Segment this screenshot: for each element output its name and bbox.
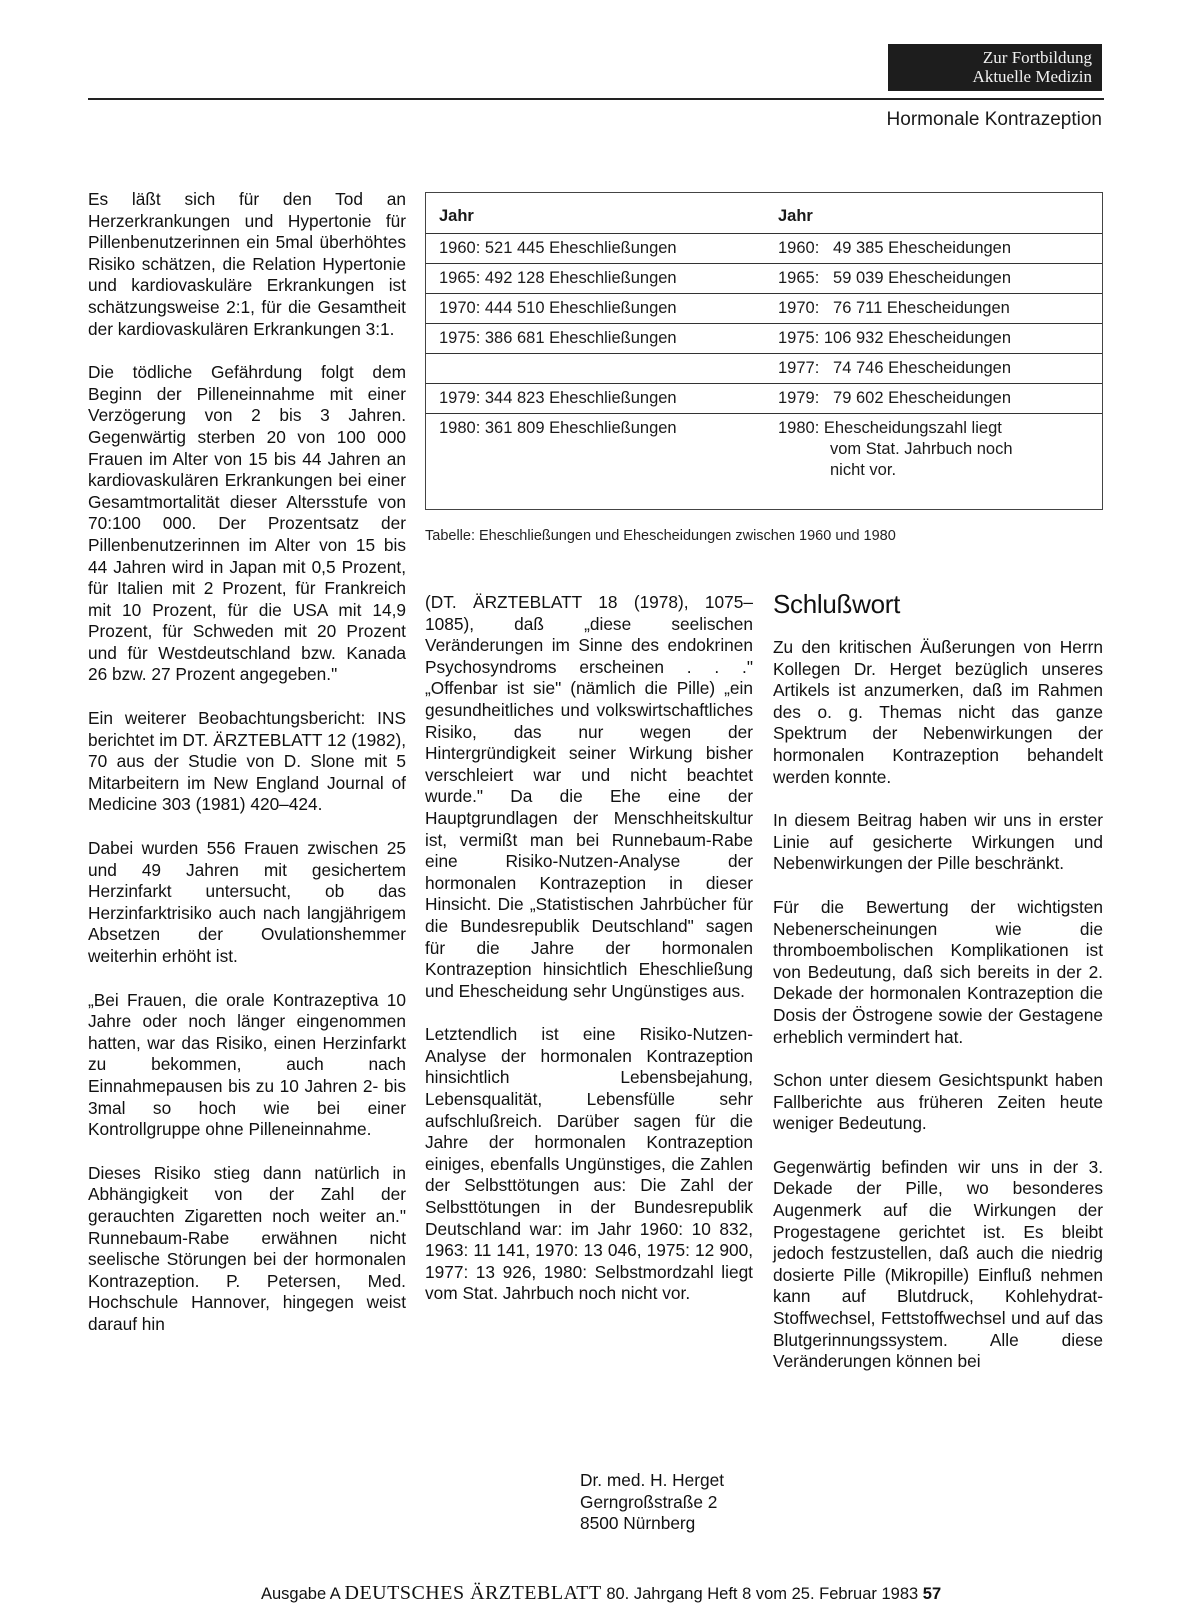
badge-line-2: Aktuelle Medizin [972,67,1092,86]
table-row [425,384,1103,414]
table-row [425,354,1103,384]
table-row [425,324,1103,354]
author-street: Gerngroßstraße 2 [580,1491,718,1512]
column-1 [88,189,406,1358]
table-row [425,414,1103,486]
author-name: Dr. med. H. Herget [580,1470,725,1490]
table-cell: 1979: 79 602 Ehescheidungen [764,384,1103,414]
page-number: 57 [922,1585,942,1603]
author-city: 8500 Nürnberg [580,1513,696,1534]
table-cell [425,354,764,384]
header-rule [88,98,1104,100]
table-caption: Tabelle: Eheschließungen und Ehescheidungen zwischen 1960 und 1980 [425,528,896,544]
paragraph: Es läßt sich für den Tod an Herzerkrankungen und Hypertonie für Pillenbenutzerinnen ein 5mal überhöhtes Risiko schätzen, die Relation Hypertonie und kardiovaskuläre Erkrankungen ist schätzungsweise 2:1, für die Gesamtheit der kardiovaskulären Erkrankungen 3:1. [88,189,406,339]
table-cell: 1975: 386 681 Eheschließungen [425,324,764,354]
table-header-year-right: Jahr [764,192,1103,234]
table-row [425,234,1103,264]
column-3 [773,637,1103,1395]
paragraph: Dieses Risiko stieg dann natürlich in Abhängigkeit von der Zahl der gerauchten Zigaretten noch weiter an." Runnebaum-Rabe erwähnen nicht seelische Störungen bei der hormonalen Kontrazeption. P. Petersen, Med. Hochschule Hannover, hingegen weist darauf hin [88,1162,406,1334]
table-row [425,294,1103,324]
paragraph: Gegenwärtig befinden wir uns in der 3. Dekade der Pille, wo besonderes Augenmerk auf die Wirkungen der Progestagene gerichtet ist. Es bleibt jedoch festzustellen, daß auch die niedrig dosierte Pille (Mikropille) Einfluß nehmen kann auf Blutdruck, Kohlehydrat-Stoffwechsel, Fettstoffwechsel und auf das Blutgerinnungssystem. Alle diese Veränderungen können bei [773,1156,1103,1372]
closing-remarks-heading: Schlußwort [773,589,901,619]
paragraph: „Bei Frauen, die orale Kontrazeptiva 10 Jahre oder noch länger eingenommen hatten, war das Risiko, einen Herzinfarkt zu bekommen, auch nach Einnahmepausen bis zu 10 Jahren 2- bis 3mal so hoch wie bei einer Kontrollgruppe ohne Pilleneinnahme. [88,989,406,1140]
table-cell: 1970: 444 510 Eheschließungen [425,294,764,324]
author-signature [580,1470,724,1535]
paragraph: In diesem Beitrag haben wir uns in erster Linie auf gesicherte Wirkungen und Nebenwirkungen der Pille beschränkt. [773,810,1103,874]
table-cell: 1977: 74 746 Ehescheidungen [764,354,1103,384]
section-badge [888,44,1102,91]
footer-journal: DEUTSCHES ÄRZTEBLATT [344,1582,602,1604]
table-header-row [425,192,1103,234]
paragraph: (DT. ÄRZTEBLATT 18 (1978), 1075–1085), daß „diese seelischen Veränderungen im Sinne des endokrinen Psychosyndroms erscheinen . . ." „Offenbar ist sie" (nämlich die Pille) „ein gesundheitliches und volkswirtschaftliches Risiko, das nur wegen der Hintergründigkeit seiner Wirkung bisher verschleiert war und nicht beachtet wurde." Da die Ehe eine der Hauptgrundlagen der Menschheitskultur ist, vermißt man bei Runnebaum-Rabe eine Risiko-Nutzen-Analyse der hormonalen Kontrazeption in dieser Hinsicht. Die „Statistischen Jahrbücher für die Bundesrepublik Deutschland" sagen für die Jahre der hormonalen Kontrazeption hinsichtlich Eheschließung und Ehescheidung sehr Ungünstiges aus. [425,592,753,1001]
table-cell: 1960: 521 445 Eheschließungen [425,234,764,264]
paragraph: Dabei wurden 556 Frauen zwischen 25 und 49 Jahren mit gesichertem Herzinfarkt untersucht, ob das Herzinfarktrisiko auch nach langjährigem Absetzen der Ovulationshemmer weiterhin erhöht ist. [88,838,406,966]
paragraph: Schon unter diesem Gesichtspunkt haben Fallberichte aus früheren Zeiten heute weniger Bedeutung. [773,1070,1103,1134]
table-cell: 1980: 361 809 Eheschließungen [439,419,677,437]
footer-edition: Ausgabe A [261,1585,340,1603]
page-footer [261,1582,941,1605]
cell-line: vom Stat. Jahrbuch noch [830,440,1013,458]
cell-line: nicht vor. [830,461,897,479]
table-cell: 1965: 59 039 Ehescheidungen [764,264,1103,294]
table-cell-multiline [764,414,1103,486]
footer-issue: 80. Jahrgang Heft 8 vom 25. Februar 1983 [606,1585,919,1603]
column-2 [425,592,753,1327]
badge-line-1: Zur Fortbildung [982,48,1092,67]
table-cell: 1979: 344 823 Eheschließungen [425,384,764,414]
paragraph: Zu den kritischen Äußerungen von Herrn Kollegen Dr. Herget bezüglich unseres Artikels ist anzumerken, daß im Rahmen des o. g. Themas nicht das ganze Spektrum der Nebenwirkungen der hormonalen Kontrazeption behandelt werden konnte. [773,637,1103,787]
paragraph: Letztendlich ist eine Risiko-Nutzen-Analyse der hormonalen Kontrazeption hinsichtlich Lebensbejahung, Lebensqualität, Lebensfülle sehr aufschlußreich. Darüber sagen für die Jahre der hormonalen Kontrazeption einiges, ebenfalls Ungünstiges, die Zahlen der Selbsttötungen aus: Die Zahl der Selbsttötungen in der Bundesrepublik Deutschland war: im Jahr 1960: 10 832, 1963: 11 141, 1970: 13 046, 1975: 12 900, 1977: 13 926, 1980: Selbstmordzahl liegt vom Stat. Jahrbuch noch nicht vor. [425,1024,753,1304]
paragraph: Die tödliche Gefährdung folgt dem Beginn der Pilleneinnahme mit einer Verzögerung von 2 bis 3 Jahren. Gegenwärtig sterben 20 von 100 000 Frauen im Alter von 15 bis 44 Jahren an kardiovaskulären Erkrankungen bei einer Gesamtmortalität dieser Altersstufe von 70:100 000. Der Prozentsatz der Pillenbenutzerinnen im Alter von 15 bis 44 Jahren wird in Japan mit 0,5 Prozent, für Italien mit 2 Prozent, für Frankreich mit 10 Prozent, für die USA mit 14,9 Prozent, für Schweden mit 20 Prozent und für Westdeutschland bzw. Kanada 26 bzw. 27 Prozent angegeben." [88,362,406,685]
paragraph: Für die Bewertung der wichtigsten Nebenerscheinungen wie die thromboembolischen Komplikationen ist von Bedeutung, daß sich bereits in der 2. Dekade der hormonalen Kontrazeption die Dosis der Östrogene sowie der Gestagene erheblich vermindert hat. [773,896,1103,1047]
table-cell: 1975: 106 932 Ehescheidungen [764,324,1103,354]
marriage-divorce-table [425,192,1103,485]
table-header-year-left: Jahr [425,192,764,234]
paragraph: Ein weiterer Beobachtungsbericht: INS berichtet im DT. ÄRZTEBLATT 12 (1982), 70 aus der Studie von D. Slone mit 5 Mitarbeitern im New England Journal of Medicine 303 (1981) 420–424. [88,708,406,815]
section-title: Hormonale Kontrazeption [886,109,1102,130]
cell-line: 1980: Ehescheidungszahl liegt [778,419,1002,437]
table-cell: 1965: 492 128 Eheschließungen [425,264,764,294]
table-row [425,264,1103,294]
table-cell: 1970: 76 711 Ehescheidungen [764,294,1103,324]
table-cell: 1960: 49 385 Ehescheidungen [764,234,1103,264]
